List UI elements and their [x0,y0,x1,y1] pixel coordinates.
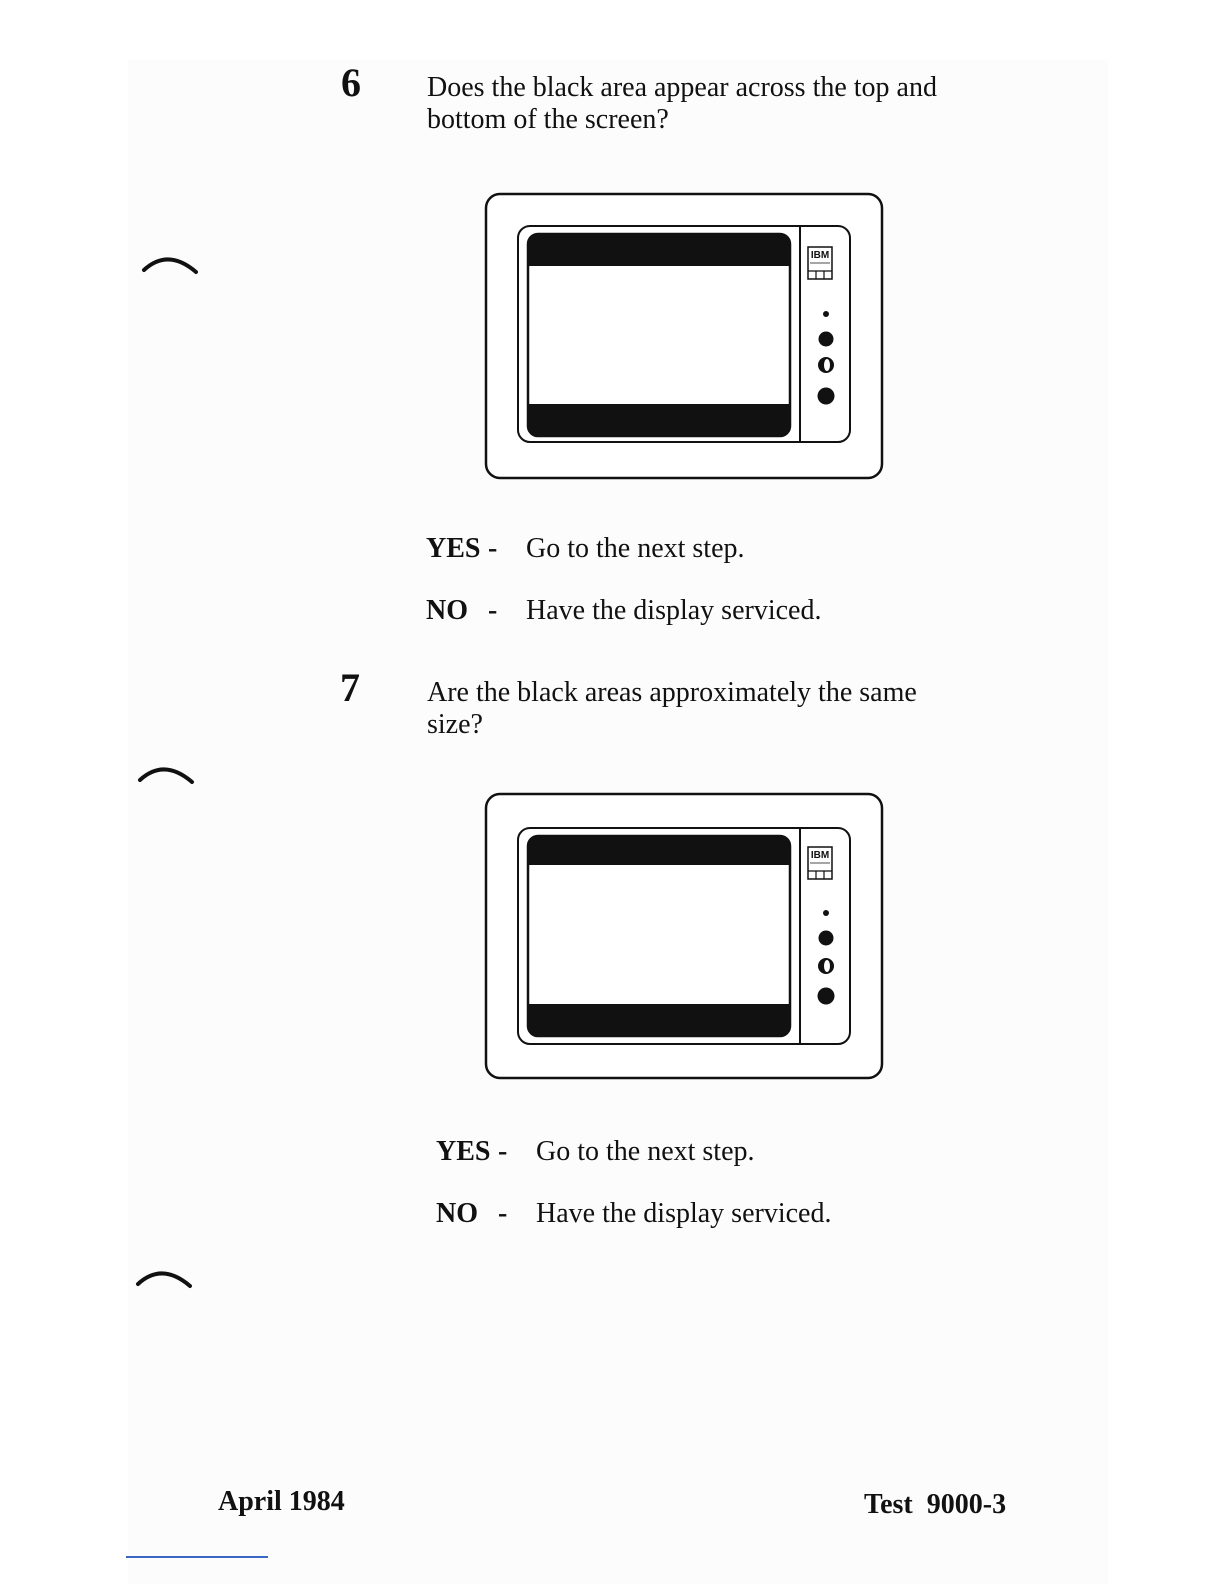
answer-separator: - [498,1198,508,1229]
footer-date: April 1984 [218,1486,345,1517]
answer-separator: - [488,533,498,564]
black-area-bottom [528,1004,790,1036]
answer-key: YES [426,533,481,564]
control-knob-icon [819,332,834,347]
answer-key: NO [426,595,468,626]
question-line: bottom of the screen? [427,104,669,135]
binder-mark-middle [136,756,198,786]
black-area-top [528,234,790,266]
answer-key: NO [436,1198,478,1229]
question-line: size? [427,709,483,740]
answer-key: YES [436,1136,491,1167]
contrast-knob-icon [818,357,834,373]
answer-separator: - [498,1136,508,1167]
monitor-illustration [484,192,884,480]
black-area-top [528,836,790,865]
ibm-logo-plate [808,247,832,279]
binder-mark-bottom [134,1260,196,1290]
monitor-illustration [484,792,884,1080]
ibm-logo-text: IBM [810,850,830,861]
footer-test-id: Test 9000-3 [864,1489,1007,1520]
ibm-logo-text: IBM [810,250,830,261]
question-line: Does the black area appear across the top and [427,72,937,103]
ibm-logo-plate [808,847,832,879]
answer-text: Go to the next step. [536,1136,755,1167]
answer-text: Have the display serviced. [526,595,822,626]
step-question [427,72,1027,136]
power-indicator-icon [823,311,829,317]
contrast-knob-icon [818,958,834,974]
question-line: Are the black areas approximately the same [427,677,917,708]
brightness-knob-icon [818,988,835,1005]
power-indicator-icon [823,910,829,916]
step-question [427,677,1027,741]
bottom-rule [126,1556,268,1558]
step-number: 7 [340,665,360,710]
binder-mark-top [140,246,202,276]
answer-text: Have the display serviced. [536,1198,832,1229]
control-knob-icon [819,931,834,946]
step-number: 6 [341,60,361,105]
black-area-bottom [528,404,790,436]
answer-text: Go to the next step. [526,533,745,564]
brightness-knob-icon [818,388,835,405]
answer-separator: - [488,595,498,626]
